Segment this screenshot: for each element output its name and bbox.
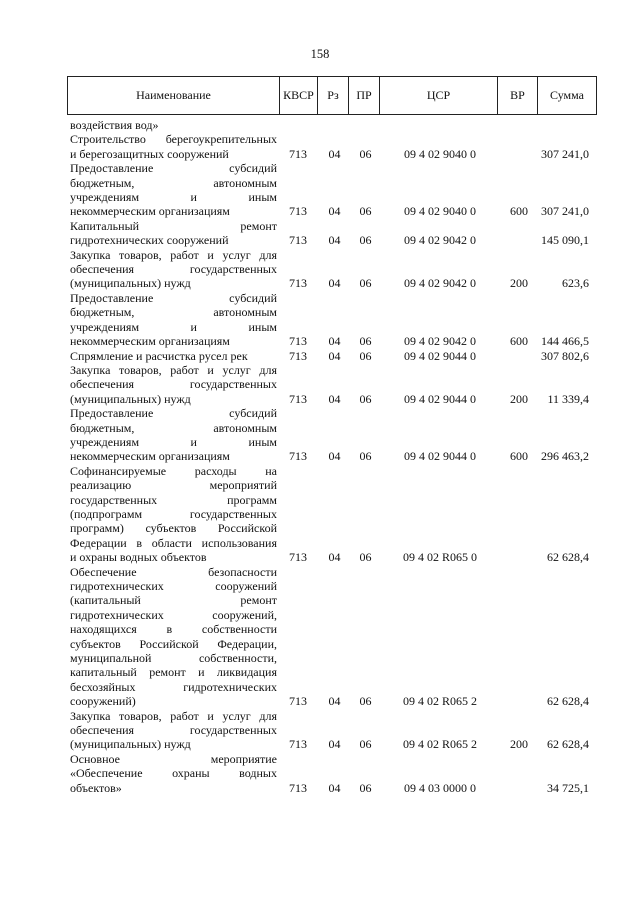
row-name-line: государственных программ xyxy=(70,492,277,507)
cell-csr: 09 4 02 9040 0 xyxy=(404,204,476,219)
cell-rz: 04 xyxy=(328,348,341,363)
cell-kvsr: 713 xyxy=(289,276,307,291)
cell-csr: 09 4 02 9044 0 xyxy=(404,391,476,406)
row-name-line: находящихся в собственности xyxy=(70,622,277,637)
cell-kvsr: 713 xyxy=(289,391,307,406)
cell-csr: 09 4 02 9044 0 xyxy=(404,449,476,464)
cell-sum: 11 339,4 xyxy=(547,391,589,406)
cell-csr: 09 4 02 9042 0 xyxy=(404,276,476,291)
row-name xyxy=(67,118,277,132)
row-name-line: Капитальный ремонт xyxy=(70,218,277,233)
row-name-line: Спрямление и расчистка русел рек xyxy=(70,348,248,363)
row-name-line: некоммерческим организациям xyxy=(70,204,230,219)
row-name-line: обеспечения государственных xyxy=(70,723,277,738)
row-name-line: Строительство берегоукрепительных xyxy=(70,132,277,147)
row-name xyxy=(67,132,277,161)
page-number: 158 xyxy=(310,47,330,61)
row-name-line: Закупка товаров, работ и услуг для xyxy=(70,708,277,723)
row-name-line: воздействия вод» xyxy=(70,118,159,132)
table-row xyxy=(67,118,597,132)
cell-rz: 04 xyxy=(328,233,341,248)
cell-csr: 09 4 02 R065 2 xyxy=(402,694,477,709)
row-name-line: обеспечения государственных xyxy=(70,377,277,392)
cell-rz: 04 xyxy=(328,146,341,161)
row-name-line: бюджетным, автономным xyxy=(70,175,277,190)
row-name-line: бюджетным, автономным xyxy=(70,305,277,320)
table-body xyxy=(67,118,597,795)
row-name-line: «Обеспечение охраны водных xyxy=(70,766,277,781)
cell-pr: 06 xyxy=(359,146,372,161)
cell-kvsr: 713 xyxy=(289,780,307,795)
cell-rz: 04 xyxy=(328,780,341,795)
cell-rz: 04 xyxy=(328,334,341,349)
cell-pr: 06 xyxy=(359,550,372,565)
row-name-line: и берегозащитных сооружений xyxy=(70,146,229,161)
cell-vr: 600 xyxy=(510,204,528,219)
cell-csr: 09 4 02 R065 0 xyxy=(402,550,477,565)
cell-pr: 06 xyxy=(359,204,372,219)
row-name-line: (муниципальных) нужд xyxy=(70,391,191,406)
row-name xyxy=(67,752,277,795)
row-name xyxy=(67,291,277,349)
row-name-line: (капитальный ремонт xyxy=(70,593,277,608)
cell-rz: 04 xyxy=(328,276,341,291)
table-row xyxy=(67,161,597,219)
table-row xyxy=(67,709,597,752)
row-name-line: гидротехнических сооружений xyxy=(70,579,277,593)
cell-csr: 09 4 03 0000 0 xyxy=(404,780,476,795)
row-name-line: Основное мероприятие xyxy=(70,751,277,766)
cell-sum: 62 628,4 xyxy=(547,737,589,752)
cell-vr xyxy=(499,565,539,709)
cell-kvsr: 713 xyxy=(289,694,307,709)
cell-kvsr: 713 xyxy=(289,204,307,219)
row-name-line: субъектов Российской Федерации, xyxy=(70,636,277,651)
row-name-line: Федерации в области использования xyxy=(70,535,277,550)
cell-vr xyxy=(499,464,539,565)
row-name-line: гидротехнических сооружений, xyxy=(70,607,277,622)
cell-kvsr: 713 xyxy=(289,449,307,464)
cell-rz: 04 xyxy=(328,550,341,565)
row-name-line: (муниципальных) нужд xyxy=(70,276,191,291)
row-name-line: (муниципальных) нужд xyxy=(70,737,191,752)
cell-csr xyxy=(381,118,499,132)
table-header xyxy=(67,76,597,115)
cell-kvsr: 713 xyxy=(289,334,307,349)
cell-rz: 04 xyxy=(328,204,341,219)
cell-sum: 145 090,1 xyxy=(541,233,589,248)
row-name-line: Предоставление субсидий xyxy=(70,406,277,421)
row-name xyxy=(67,565,277,709)
cell-pr: 06 xyxy=(359,233,372,248)
cell-vr xyxy=(499,349,539,363)
cell-sum: 307 241,0 xyxy=(541,204,589,219)
table-row xyxy=(67,291,597,349)
row-name-line: Предоставление субсидий xyxy=(70,161,277,176)
row-name-line: обеспечения государственных xyxy=(70,262,277,277)
row-name xyxy=(67,161,277,219)
cell-kvsr: 713 xyxy=(289,146,307,161)
row-name xyxy=(67,406,277,464)
row-name-line: объектов» xyxy=(70,780,122,795)
cell-vr xyxy=(499,752,539,795)
row-name-line: некоммерческим организациям xyxy=(70,449,230,464)
header-kvsr: КВСР xyxy=(280,77,318,114)
row-name-line: реализацию мероприятий xyxy=(70,478,277,493)
row-name-line: учреждениям и иным xyxy=(70,319,277,334)
cell-csr: 09 4 02 9044 0 xyxy=(404,348,476,363)
cell-vr xyxy=(499,118,539,132)
cell-vr xyxy=(499,219,539,248)
cell-sum: 307 241,0 xyxy=(541,146,589,161)
table-row xyxy=(67,565,597,709)
cell-vr xyxy=(499,132,539,161)
cell-sum: 62 628,4 xyxy=(547,550,589,565)
cell-rz: 04 xyxy=(328,449,341,464)
row-name-line: и охраны водных объектов xyxy=(70,550,207,565)
cell-kvsr: 713 xyxy=(289,348,307,363)
row-name xyxy=(67,349,277,363)
row-name-line: программ) субъектов Российской xyxy=(70,521,277,536)
row-name-line: гидротехнических сооружений xyxy=(70,233,229,248)
table-row xyxy=(67,363,597,406)
cell-vr: 200 xyxy=(510,276,528,291)
cell-pr: 06 xyxy=(359,694,372,709)
cell-rz: 04 xyxy=(328,391,341,406)
row-name xyxy=(67,709,277,752)
cell-pr xyxy=(350,118,381,132)
cell-kvsr: 713 xyxy=(289,737,307,752)
table-row xyxy=(67,752,597,795)
cell-rz xyxy=(319,118,350,132)
row-name-line: бесхозяйных гидротехнических xyxy=(70,679,277,694)
cell-vr: 600 xyxy=(510,449,528,464)
row-name-line: учреждениям и иным xyxy=(70,434,277,449)
cell-csr: 09 4 02 9042 0 xyxy=(404,233,476,248)
cell-rz: 04 xyxy=(328,737,341,752)
cell-pr: 06 xyxy=(359,391,372,406)
row-name-line: капитальный ремонт и ликвидация xyxy=(70,665,277,680)
row-name-line: муниципальной собственности, xyxy=(70,651,277,666)
cell-kvsr xyxy=(277,118,319,132)
cell-pr: 06 xyxy=(359,780,372,795)
cell-sum: 144 466,5 xyxy=(541,334,589,349)
cell-pr: 06 xyxy=(359,737,372,752)
cell-csr: 09 4 02 R065 2 xyxy=(402,737,477,752)
table-row xyxy=(67,464,597,565)
cell-vr: 200 xyxy=(510,737,528,752)
header-name: Наименование xyxy=(68,77,280,114)
cell-kvsr: 713 xyxy=(289,550,307,565)
table-row xyxy=(67,132,597,161)
header-pr: ПР xyxy=(349,77,380,114)
row-name-line: Закупка товаров, работ и услуг для xyxy=(70,362,277,377)
table-row xyxy=(67,219,597,248)
cell-sum: 62 628,4 xyxy=(547,694,589,709)
row-name-line: Обеспечение безопасности xyxy=(70,564,277,579)
cell-pr: 06 xyxy=(359,276,372,291)
table-row xyxy=(67,406,597,464)
row-name-line: учреждениям и иным xyxy=(70,190,277,205)
row-name xyxy=(67,363,277,406)
cell-sum: 296 463,2 xyxy=(541,449,589,464)
cell-sum xyxy=(539,118,597,132)
cell-kvsr: 713 xyxy=(289,233,307,248)
row-name-line: бюджетным, автономным xyxy=(70,420,277,435)
row-name-line: Софинансируемые расходы на xyxy=(70,463,277,478)
row-name-line: Предоставление субсидий xyxy=(70,290,277,305)
table-row xyxy=(67,248,597,291)
cell-sum: 623,6 xyxy=(562,276,589,291)
row-name xyxy=(67,248,277,291)
cell-sum: 34 725,1 xyxy=(547,780,589,795)
cell-csr: 09 4 02 9042 0 xyxy=(404,334,476,349)
row-name-line: (подпрограмм государственных xyxy=(70,506,277,521)
header-csr: ЦСР xyxy=(380,77,498,114)
row-name-line: Закупка товаров, работ и услуг для xyxy=(70,247,277,262)
cell-pr: 06 xyxy=(359,348,372,363)
header-sum: Сумма xyxy=(550,88,584,102)
cell-vr: 600 xyxy=(510,334,528,349)
table-row xyxy=(67,349,597,363)
row-name-line: сооружений) xyxy=(70,694,136,709)
cell-pr: 06 xyxy=(359,334,372,349)
header-vr: ВР xyxy=(498,77,538,114)
cell-sum: 307 802,6 xyxy=(541,348,589,363)
row-name-line: некоммерческим организациям xyxy=(70,334,230,349)
cell-csr: 09 4 02 9040 0 xyxy=(404,146,476,161)
cell-rz: 04 xyxy=(328,694,341,709)
row-name xyxy=(67,464,277,565)
cell-vr: 200 xyxy=(510,391,528,406)
header-rz: Рз xyxy=(318,77,349,114)
cell-pr: 06 xyxy=(359,449,372,464)
row-name xyxy=(67,219,277,248)
